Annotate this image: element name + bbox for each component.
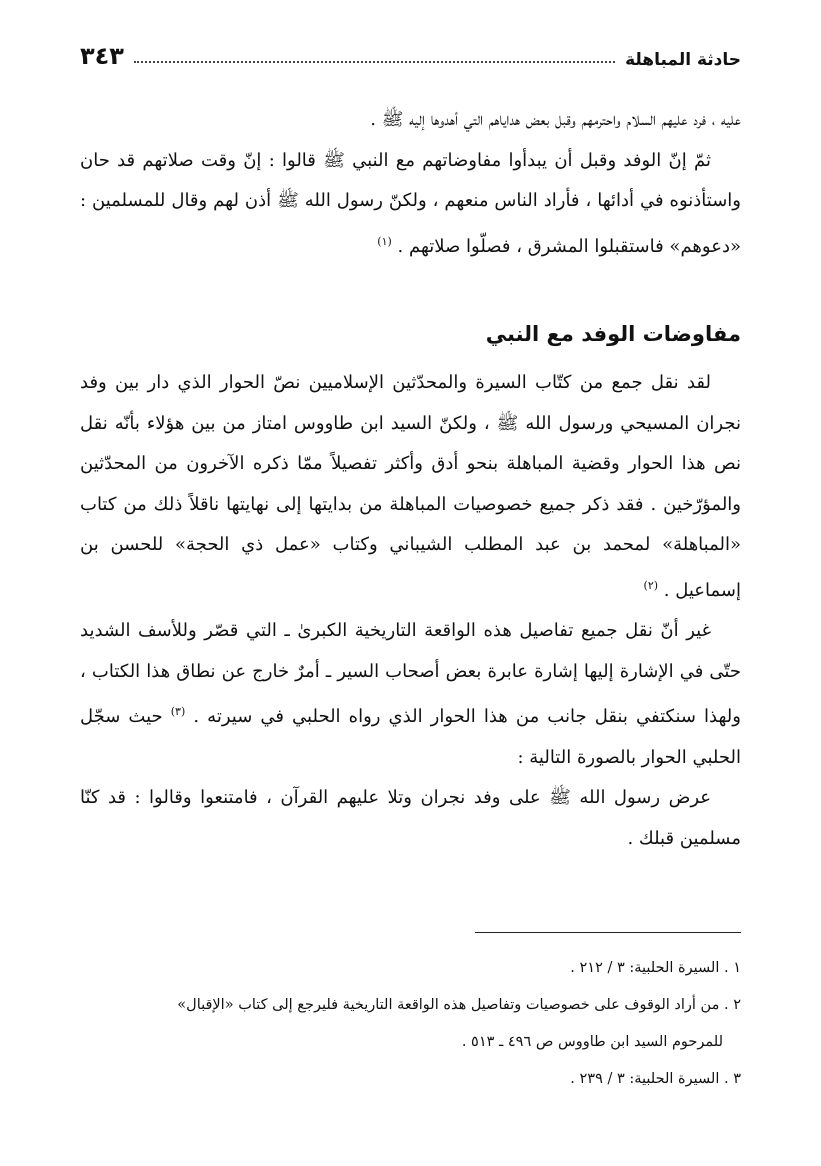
header-dotted-leader bbox=[134, 61, 615, 63]
footnote-2-continuation: للمرحوم السيد ابن طاووس ص ٤٩٦ ـ ٥١٣ . bbox=[461, 1034, 723, 1050]
footnote-separator bbox=[475, 932, 741, 933]
footnote-1-text: ١ . السيرة الحلبية: ٣ / ٢١٢ . bbox=[570, 960, 741, 976]
paragraph-4-tail: حيث سجّل الحلبي الحوار بالصورة التالية : bbox=[80, 706, 741, 768]
footnote-1 bbox=[80, 950, 741, 987]
footnotes bbox=[80, 950, 741, 1098]
footnote-2 bbox=[80, 987, 741, 1061]
running-title: حادثة المباهلة bbox=[625, 50, 741, 70]
paragraph-1-text: عليه ، فرد عليهم السلام واحترمهم وقبل بعض هداياهم التي أهدوها إليه ﷺ . bbox=[370, 109, 741, 130]
paragraph-2 bbox=[80, 141, 741, 268]
paragraph-3 bbox=[80, 363, 741, 611]
footnote-ref-1: (١) bbox=[377, 234, 392, 248]
main-text bbox=[80, 100, 741, 859]
footnote-2-text: ٢ . من أراد الوقوف على خصوصيات وتفاصيل هذه الواقعة التاريخية فليرجع إلى كتاب «الإقبال» bbox=[177, 997, 741, 1013]
section-heading: مفاوضات الوفد مع النبي bbox=[485, 322, 741, 346]
paragraph-4-text: غير أنّ نقل جميع تفاصيل هذه الواقعة التاريخية الكبرىٰ ـ التي قصّر وللأسف الشديد حتّى في الإشارة إليها إشارة عابرة بعض أصحاب السير ـ أمرٌ خارج عن نطاق هذا الكتاب ، ولهذا سنكتفي بنقل جانب من هذا الحوار الذي رواه الحلبي في سيرته . bbox=[80, 620, 741, 727]
page-number: ٣٤٣ bbox=[80, 42, 124, 70]
footnote-ref-3: (٣) bbox=[170, 705, 186, 718]
paragraph-1 bbox=[80, 100, 741, 141]
footnote-3-text: ٣ . السيرة الحلبية: ٣ / ٢٣٩ . bbox=[570, 1071, 741, 1087]
paragraph-3-text: لقد نقل جمع من كتّاب السيرة والمحدّثين الإسلاميين نصّ الحوار الذي دار بين وفد نجران المسيحي ورسول الله ﷺ ، ولكنّ السيد ابن طاووس امتاز من بين هؤلاء بأنّه نقل نص هذا الحوار وقضية المباهلة بنحو أدق وأكثر تفصيلاً ممّا ذكره الآخرون من المحدّثين والمؤرّخين . فقد ذكر جميع خصوصيات المباهلة من بدايتها إلى نهايتها ناقلاً ذلك من كتاب «المباهلة» لمحمد بن عبد المطلب الشيباني وكتاب «عمل ذي الحجة» للحسن بن إسماعيل . bbox=[80, 372, 742, 601]
page-header bbox=[80, 36, 741, 70]
paragraph-4 bbox=[80, 611, 741, 778]
footnote-3 bbox=[80, 1061, 741, 1098]
paragraph-5 bbox=[80, 778, 741, 859]
paragraph-5-text: عرض رسول الله ﷺ على وفد نجران وتلا عليهم القرآن ، فامتنعوا وقالوا : قد كنّا مسلمين قبلك . bbox=[80, 787, 741, 849]
paragraph-2-text: ثمّ إنّ الوفد وقبل أن يبدأوا مفاوضاتهم مع النبي ﷺ قالوا : إنّ وقت صلاتهم قد حان واستأذنوه في أدائها ، فأراد الناس منعهم ، ولكنّ رسول الله ﷺ أذن لهم وقال للمسلمين : «دعوهم» فاستقبلوا المشرق ، فصلّوا صلاتهم . bbox=[80, 149, 741, 257]
footnote-ref-2: (٢) bbox=[643, 578, 659, 592]
